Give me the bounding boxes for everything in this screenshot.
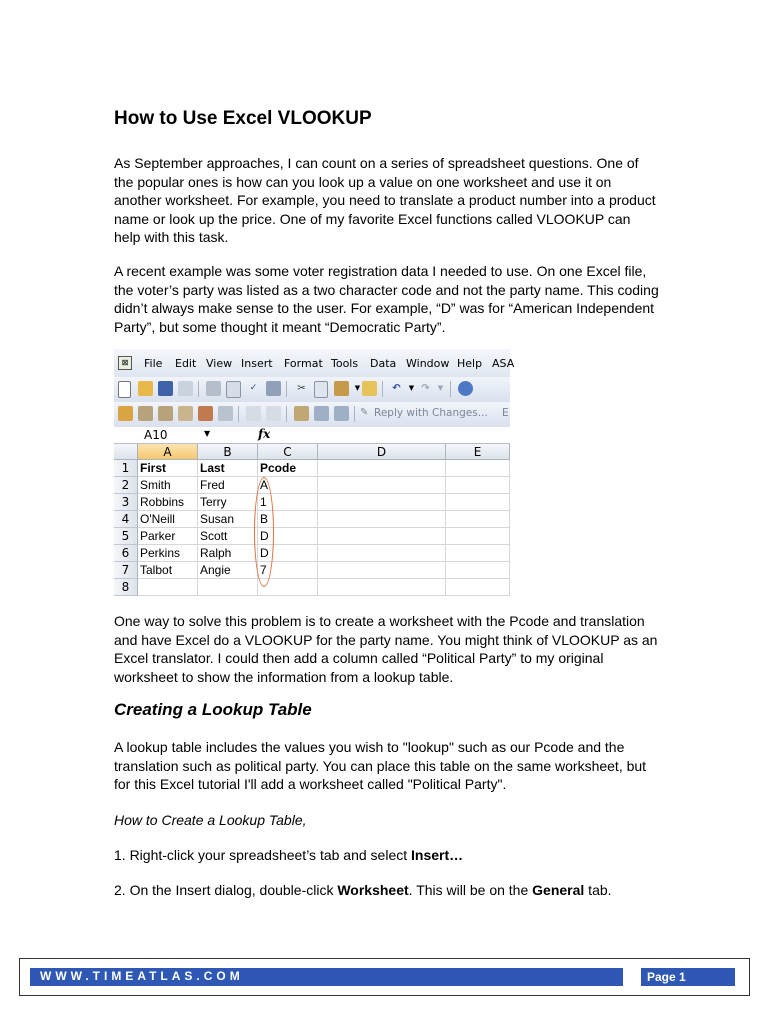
undo-dropdown-icon[interactable]: ▼ xyxy=(408,384,415,392)
menu-help[interactable]: Help xyxy=(457,357,483,370)
review-icon[interactable] xyxy=(158,406,173,421)
page-title: How to Use Excel VLOOKUP xyxy=(114,108,372,129)
formula-bar xyxy=(114,427,510,444)
toolbar-separator xyxy=(286,381,287,397)
table-cell[interactable] xyxy=(446,545,510,562)
cell-b1[interactable]: Last xyxy=(198,460,258,477)
review-icon[interactable] xyxy=(334,406,349,421)
lookup-table-paragraph: A lookup table includes the values you wish to "lookup" such as our Pcode and the translation such as political party. You can place this table on the same worksheet, but for this Excel tutorial I'll add a worksheet called "Political Party". xyxy=(114,739,647,792)
review-icon[interactable] xyxy=(294,406,309,421)
row-header[interactable]: 4 xyxy=(114,511,138,528)
toolbar-separator xyxy=(238,406,239,422)
cell-a1[interactable]: First xyxy=(138,460,198,477)
table-cell[interactable]: Angie xyxy=(198,562,258,579)
review-icon[interactable] xyxy=(246,406,261,421)
column-header-d[interactable]: D xyxy=(318,444,446,460)
table-cell[interactable] xyxy=(446,477,510,494)
table-cell[interactable] xyxy=(138,579,198,596)
menu-file[interactable]: File xyxy=(144,357,163,370)
footer-url-bar xyxy=(30,968,623,986)
step-2-suffix: tab. xyxy=(584,882,612,898)
table-cell[interactable]: Smith xyxy=(138,477,198,494)
table-cell[interactable]: D xyxy=(258,528,318,545)
menu-view[interactable]: View xyxy=(206,357,233,370)
menu-edit[interactable]: Edit xyxy=(175,357,197,370)
review-icon[interactable] xyxy=(266,406,281,421)
step-2-text: 2. On the Insert dialog, double-click xyxy=(114,882,338,898)
intro-paragraph: As September approaches, I can count on a series of spreadsheet questions. One of the popular ones is how can you look up a value on one worksheet and use it on another worksheet. For example, you need to translate a product number into a product name or look up the price. One of my favorite Excel functions called VLOOKUP can help with this task. xyxy=(114,155,656,245)
row-header[interactable]: 5 xyxy=(114,528,138,545)
step-2 xyxy=(114,881,659,900)
table-cell[interactable]: Parker xyxy=(138,528,198,545)
table-cell[interactable]: Terry xyxy=(198,494,258,511)
open-icon[interactable] xyxy=(138,381,153,396)
spelling-icon[interactable]: ✓ xyxy=(249,383,258,393)
table-cell[interactable] xyxy=(318,511,446,528)
reviewing-toolbar xyxy=(114,402,510,428)
review-icon[interactable] xyxy=(138,406,153,421)
table-cell[interactable]: D xyxy=(258,545,318,562)
table-cell[interactable] xyxy=(258,579,318,596)
copy-icon[interactable] xyxy=(314,381,328,398)
menu-window[interactable]: Window xyxy=(406,357,450,370)
table-cell[interactable]: A xyxy=(258,477,318,494)
step-1 xyxy=(114,846,659,865)
table-cell[interactable]: Fred xyxy=(198,477,258,494)
select-all-corner[interactable] xyxy=(114,444,138,460)
table-cell[interactable] xyxy=(318,579,446,596)
column-header-b[interactable]: B xyxy=(198,444,258,460)
paste-dropdown-icon[interactable]: ▼ xyxy=(354,384,361,392)
footer-url[interactable]: WWW.TIMEATLAS.COM xyxy=(40,969,244,983)
excel-screenshot xyxy=(114,349,515,621)
table-cell[interactable] xyxy=(446,562,510,579)
row-header[interactable]: 7 xyxy=(114,562,138,579)
cut-icon[interactable]: ✂ xyxy=(297,383,306,394)
cell-c1[interactable]: Pcode xyxy=(258,460,318,477)
redo-icon[interactable]: ↷ xyxy=(421,383,430,394)
row-header[interactable]: 1 xyxy=(114,460,138,477)
research-icon[interactable] xyxy=(266,381,281,396)
table-cell[interactable] xyxy=(198,579,258,596)
review-icon[interactable] xyxy=(118,406,133,421)
reply-icon[interactable]: ✎ xyxy=(360,407,369,418)
table-cell[interactable]: Perkins xyxy=(138,545,198,562)
toolbar-separator xyxy=(286,406,287,422)
table-cell[interactable]: Robbins xyxy=(138,494,198,511)
table-cell[interactable] xyxy=(446,494,510,511)
table-cell[interactable]: Susan xyxy=(198,511,258,528)
row-header[interactable]: 6 xyxy=(114,545,138,562)
new-icon[interactable] xyxy=(118,381,131,398)
column-header-a[interactable]: A xyxy=(138,444,198,460)
table-cell[interactable]: 1 xyxy=(258,494,318,511)
table-cell[interactable]: B xyxy=(258,511,318,528)
table-cell[interactable]: Ralph xyxy=(198,545,258,562)
menu-data[interactable]: Data xyxy=(370,357,397,370)
permission-icon[interactable] xyxy=(178,381,193,396)
table-cell[interactable] xyxy=(318,494,446,511)
row-header[interactable]: 2 xyxy=(114,477,138,494)
name-box-dropdown-icon[interactable]: ▼ xyxy=(204,429,211,438)
step-1-bold: Insert… xyxy=(411,847,464,863)
voter-paragraph: A recent example was some voter registration data I needed to use. On one Excel file, the voter’s party was listed as a two character code and not the party name. This coding didn’t always make sense to the user. For example, “D” was for “American Independent Party”, but some thought it meant “Democratic Party”. xyxy=(114,263,659,335)
format-painter-icon[interactable] xyxy=(362,381,377,396)
howto-intro-line: How to Create a Lookup Table, xyxy=(114,812,307,828)
row-header[interactable]: 3 xyxy=(114,494,138,511)
table-cell[interactable] xyxy=(446,528,510,545)
table-cell[interactable]: Scott xyxy=(198,528,258,545)
review-icon[interactable] xyxy=(198,406,213,421)
page-footer xyxy=(19,958,750,996)
step-2-bold-general: General xyxy=(532,882,585,898)
table-cell[interactable] xyxy=(318,477,446,494)
standard-toolbar xyxy=(114,377,510,403)
paste-icon[interactable] xyxy=(334,381,349,396)
fx-icon[interactable]: fx xyxy=(258,427,271,441)
reply-with-changes-button[interactable]: Reply with Changes... xyxy=(374,407,488,419)
print-icon[interactable] xyxy=(206,381,221,396)
menu-format[interactable]: Format xyxy=(284,357,323,370)
toolbar-separator xyxy=(354,406,355,422)
step-2-bold-worksheet: Worksheet xyxy=(337,882,409,898)
print-preview-icon[interactable] xyxy=(226,381,241,398)
excel-menu-bar xyxy=(114,349,515,378)
table-cell[interactable] xyxy=(318,545,446,562)
step-1-text: 1. Right-click your spreadsheet’s tab and select xyxy=(114,847,412,863)
excel-doc-icon: ⊠ xyxy=(118,356,132,370)
email-icon[interactable] xyxy=(178,406,193,421)
reply-tail-text: E xyxy=(502,407,509,419)
toolbar-separator xyxy=(450,381,451,397)
table-cell[interactable]: O'Neill xyxy=(138,511,198,528)
section-heading: Creating a Lookup Table xyxy=(114,700,312,719)
name-box[interactable]: A10 xyxy=(144,428,168,442)
review-icon[interactable] xyxy=(314,406,329,421)
table-cell[interactable] xyxy=(318,528,446,545)
menu-insert[interactable]: Insert xyxy=(241,357,273,370)
menu-asap[interactable]: ASA xyxy=(492,357,515,370)
redo-dropdown-icon[interactable]: ▼ xyxy=(437,384,444,392)
table-cell[interactable] xyxy=(446,511,510,528)
step-2-mid: . This will be on the xyxy=(408,882,533,898)
table-cell[interactable]: 7 xyxy=(258,562,318,579)
table-cell[interactable]: Talbot xyxy=(138,562,198,579)
undo-icon[interactable]: ↶ xyxy=(392,383,401,394)
cell-e1[interactable] xyxy=(446,460,510,477)
table-cell[interactable] xyxy=(446,579,510,596)
review-icon[interactable] xyxy=(218,406,233,421)
toolbar-separator xyxy=(382,381,383,397)
menu-tools[interactable]: Tools xyxy=(331,357,359,370)
cell-d1[interactable] xyxy=(318,460,446,477)
row-header[interactable]: 8 xyxy=(114,579,138,596)
save-icon[interactable] xyxy=(158,381,173,396)
table-cell[interactable] xyxy=(318,562,446,579)
column-header-c[interactable]: C xyxy=(258,444,318,460)
hyperlink-icon[interactable] xyxy=(458,381,473,396)
column-header-e[interactable]: E xyxy=(446,444,510,460)
toolbar-separator xyxy=(198,381,199,397)
solution-paragraph: One way to solve this problem is to create a worksheet with the Pcode and translation and have Excel do a VLOOKUP for the party name. You might think of VLOOKUP as an Excel translator. I could then add a column called “Political Party” to my original worksheet to show the information from a lookup table. xyxy=(114,613,658,685)
footer-page-number: Page 1 xyxy=(641,968,735,986)
